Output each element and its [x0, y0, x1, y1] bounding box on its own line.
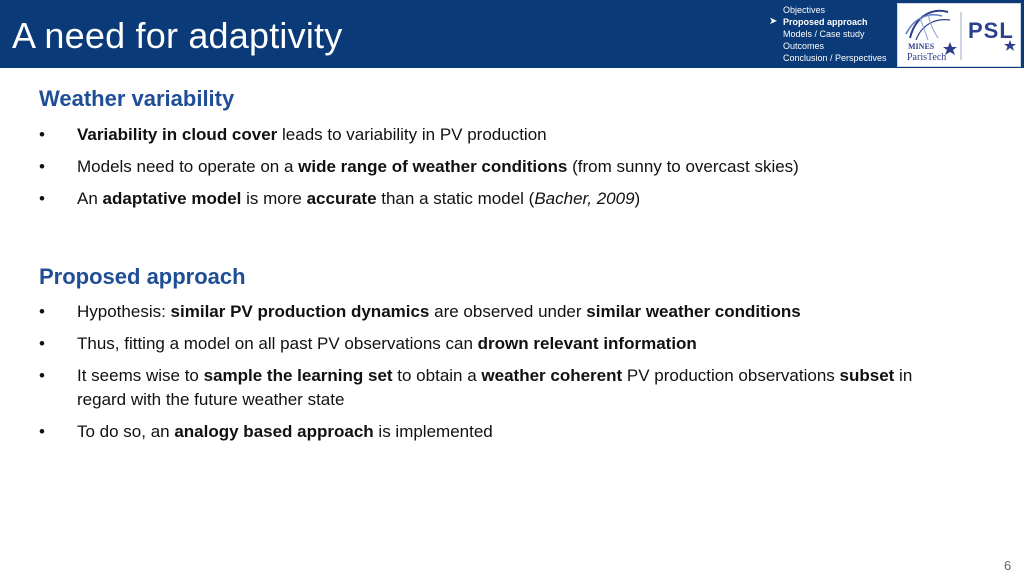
- bullet-item: [39, 123, 939, 147]
- nav-item-1[interactable]: [769, 16, 903, 28]
- bullet-text-run: drown relevant information: [477, 334, 697, 353]
- logo-text-paristech: ParisTech: [907, 52, 947, 63]
- bullet-item: [39, 300, 939, 324]
- nav-item-2[interactable]: [783, 28, 903, 40]
- nav-item-0[interactable]: [783, 4, 903, 16]
- bullet-text-run: Thus, fitting a model on all past PV observations can: [77, 334, 478, 353]
- bullet-text-run: It seems wise to: [77, 366, 204, 385]
- nav-item-label: Proposed approach: [783, 17, 868, 27]
- heading-weather-variability: Weather variability: [39, 86, 235, 111]
- bullet-item: [39, 420, 939, 444]
- bullet-text-run: is implemented: [373, 422, 493, 441]
- heading-proposed-approach: Proposed approach: [39, 264, 246, 289]
- bullet-text-run: sample the learning set: [203, 366, 393, 385]
- nav-item-3[interactable]: [783, 40, 903, 52]
- bullet-text-run: Models need to operate on a: [77, 157, 299, 176]
- bullet-item: [39, 187, 939, 211]
- bullet-text-run: Variability in cloud cover: [77, 125, 278, 144]
- bullet-text-run: (from sunny to overcast skies): [567, 157, 799, 176]
- bullet-text-run: wide range of weather conditions: [298, 157, 568, 176]
- bullet-text-run: PV production observations: [622, 366, 840, 385]
- bullet-text-run: Bacher, 2009: [534, 189, 635, 208]
- proposed-approach-list: [39, 300, 939, 452]
- bullet-text-run: are observed under: [429, 302, 587, 321]
- bullet-text-run: Hypothesis:: [77, 302, 171, 321]
- logo-mines-paristech-psl: [897, 3, 1021, 67]
- bullet-dot-icon: •: [39, 125, 45, 144]
- nav-item-label: Models / Case study: [783, 29, 865, 39]
- bullet-text-run: weather coherent: [481, 366, 623, 385]
- bullet-text-run: ): [634, 189, 641, 208]
- nav-item-label: Objectives: [783, 5, 826, 15]
- bullet-text-run: is more: [241, 189, 307, 208]
- bullet-text-run: analogy based approach: [174, 422, 374, 441]
- section-navigation: [769, 4, 903, 64]
- bullet-text-run: adaptative model: [102, 189, 242, 208]
- bullet-text-run: leads to variability in PV production: [277, 125, 547, 144]
- bullet-dot-icon: •: [39, 302, 45, 321]
- bullet-item: [39, 364, 939, 412]
- bullet-text-run: in regard with the future weather state: [77, 366, 913, 409]
- bullet-text-run: To do so, an: [77, 422, 175, 441]
- logo-text-psl: PSL: [968, 18, 1014, 43]
- nav-item-label: Conclusion / Perspectives: [783, 53, 887, 63]
- bullet-text-run: similar PV production dynamics: [170, 302, 430, 321]
- weather-variability-list: [39, 123, 939, 219]
- bullet-text-run: to obtain a: [392, 366, 482, 385]
- bullet-text-run: than a static model (: [376, 189, 535, 208]
- bullet-text-run: similar weather conditions: [586, 302, 801, 321]
- nav-item-label: Outcomes: [783, 41, 825, 51]
- page-number: 6: [1004, 558, 1012, 573]
- nav-item-4[interactable]: [783, 52, 903, 64]
- bullet-dot-icon: •: [39, 189, 45, 208]
- bullet-dot-icon: •: [39, 422, 45, 441]
- bullet-dot-icon: •: [39, 157, 45, 176]
- bullet-text-run: An: [77, 189, 103, 208]
- bullet-item: [39, 332, 939, 356]
- logo-text-mines: MINES: [908, 42, 935, 51]
- bullet-item: [39, 155, 939, 179]
- bullet-dot-icon: •: [39, 334, 45, 353]
- page-title: A need for adaptivity: [12, 15, 343, 56]
- header-bar: [0, 0, 1024, 68]
- bullet-dot-icon: •: [39, 366, 45, 385]
- bullet-text-run: accurate: [306, 189, 377, 208]
- bullet-text-run: subset: [839, 366, 895, 385]
- current-section-arrow-icon: ➤: [769, 16, 778, 27]
